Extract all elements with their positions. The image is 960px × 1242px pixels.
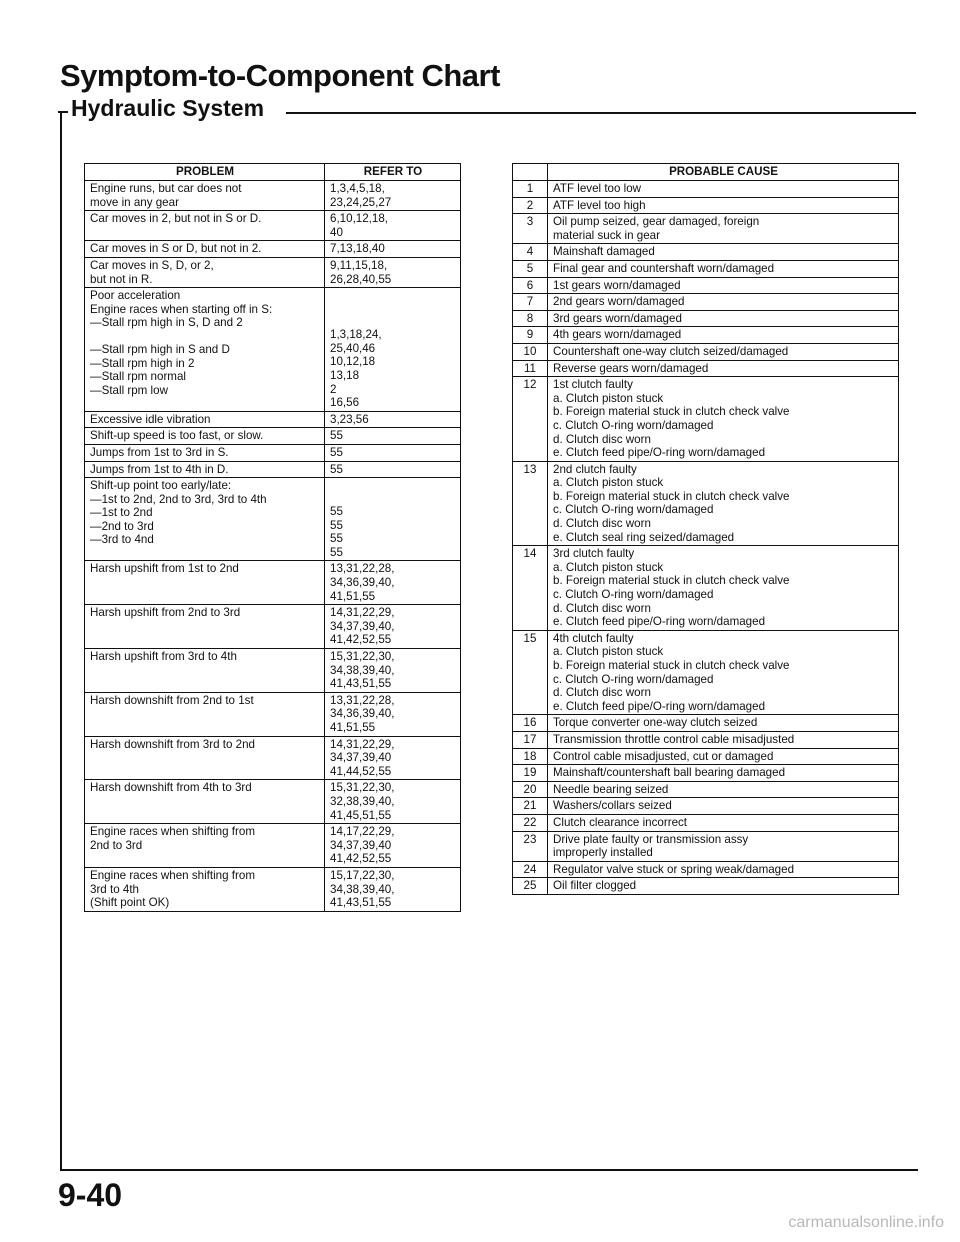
cause-row [513,197,899,214]
cause-cell [548,831,899,861]
left-frame-rule [60,112,62,1171]
cause-text: 4th gears worn/damaged [553,328,682,342]
cause-row [513,343,899,360]
problem-text: —1st to 2nd, 2nd to 3rd, 3rd to 4th [90,492,267,506]
cause-row [513,831,899,861]
cause-row [513,327,899,344]
cause-number: 14 [513,546,548,631]
problem-text: —Stall rpm high in S and D [90,342,230,356]
refer-to-text: 13,31,22,28, [330,693,395,707]
cause-number: 5 [513,260,548,277]
problem-cell [85,444,325,461]
cause-number: 25 [513,878,548,895]
cause-text: Oil pump seized, gear damaged, foreign [553,215,760,229]
problem-table-header [85,164,461,181]
problem-cell [85,824,325,868]
refer-to-text: 2 [330,382,337,396]
problem-text: Poor acceleration [90,289,181,303]
cause-row [513,260,899,277]
problem-text: Jumps from 1st to 4th in D. [90,462,229,476]
problem-text: 2nd to 3rd [90,838,143,852]
problem-text: but not in R. [90,272,153,286]
problem-text: Harsh upshift from 2nd to 3rd [90,606,241,620]
refer-to-text: 34,38,39,40, [330,663,395,677]
cause-cell [548,277,899,294]
cause-number: 6 [513,277,548,294]
refer-to-cell [325,824,461,868]
refer-to-cell [325,867,461,911]
cause-number: 9 [513,327,548,344]
cause-text: b. Foreign material stuck in clutch check valve [553,405,790,419]
cause-cell [548,214,899,244]
refer-to-text: 9,11,15,18, [330,258,388,272]
cause-number: 21 [513,798,548,815]
cause-text: 2nd gears worn/damaged [553,295,685,309]
cause-number: 24 [513,861,548,878]
cause-row [513,546,899,631]
problem-text: —1st to 2nd [90,506,153,520]
refer-to-text [330,479,456,492]
cause-cell [548,878,899,895]
cause-row [513,731,899,748]
cause-cell [548,461,899,546]
cause-number: 3 [513,214,548,244]
problem-cell [85,561,325,605]
cause-text: e. Clutch seal ring seized/damaged [553,530,735,544]
cause-number: 12 [513,377,548,462]
refer-to-text: 55 [330,532,343,546]
problem-header: PROBLEM [85,164,325,181]
cause-row [513,715,899,732]
footer-watermark: carmanualsonline.info [788,1214,944,1231]
problem-text: —Stall rpm normal [90,370,186,384]
refer-to-text [330,315,456,328]
refer-to-text: 1,3,4,5,18, [330,182,385,195]
refer-to-text: 34,36,39,40, [330,576,395,590]
section-header [58,95,916,129]
cause-cell [548,781,899,798]
cause-text: d. Clutch disc worn [553,686,651,700]
cause-cell [548,310,899,327]
problem-row [85,478,461,561]
section-rule [286,112,916,114]
cause-row [513,798,899,815]
refer-to-text: 41,43,51,55 [330,896,392,910]
problem-row [85,736,461,780]
cause-text: ATF level too high [553,198,646,212]
cause-text: 3rd clutch faulty [553,547,635,561]
section-title: Hydraulic System [71,95,265,121]
refer-to-header: REFER TO [325,164,461,181]
problem-text: Car moves in S, D, or 2, [90,258,214,272]
cause-text: Washers/collars seized [553,799,672,813]
cause-cell [548,327,899,344]
cause-cell [548,343,899,360]
cause-number: 17 [513,731,548,748]
cause-cell [548,630,899,715]
problem-text: Excessive idle vibration [90,412,211,426]
problem-cell [85,605,325,649]
cause-text: Final gear and countershaft worn/damaged [553,261,775,275]
cause-text: Countershaft one-way clutch seized/damaged [553,344,789,358]
refer-to-text: 25,40,46 [330,341,376,355]
refer-to-text: 15,17,22,30, [330,868,395,882]
cause-row [513,377,899,462]
refer-to-cell [325,605,461,649]
cause-cell [548,715,899,732]
cause-number: 4 [513,244,548,261]
refer-to-cell [325,780,461,824]
cause-number: 15 [513,630,548,715]
cause-number: 7 [513,294,548,311]
cause-text: d. Clutch disc worn [553,432,651,446]
problem-cell [85,867,325,911]
problem-row [85,411,461,428]
problem-cell [85,478,325,561]
cause-cell [548,861,899,878]
cause-text: Oil filter clogged [553,879,637,893]
problem-cell [85,411,325,428]
problem-text: Engine runs, but car does not [90,182,242,195]
refer-to-text: 55 [330,445,343,459]
refer-to-text: 6,10,12,18, [330,212,389,226]
cause-text: a. Clutch piston stuck [553,391,664,405]
cause-cell [548,377,899,462]
cause-row [513,748,899,765]
cause-row [513,461,899,546]
cause-text: c. Clutch O-ring worn/damaged [553,588,714,602]
problem-cell [85,780,325,824]
problem-row [85,824,461,868]
problem-cell [85,649,325,693]
cause-number: 22 [513,814,548,831]
refer-to-text: 34,38,39,40, [330,882,395,896]
problem-text: Car moves in 2, but not in S or D. [90,212,262,226]
refer-to-text: 55 [330,545,343,559]
problem-cell [85,428,325,445]
problem-text: Harsh downshift from 4th to 3rd [90,781,252,795]
cause-text: Drive plate faulty or transmission assy [553,832,749,846]
cause-text: Regulator valve stuck or spring weak/damaged [553,862,795,876]
cause-text: material suck in gear [553,228,660,242]
problem-cell [85,692,325,736]
cause-cell [548,360,899,377]
cause-text: Torque converter one-way clutch seized [553,716,758,730]
page-number: 9-40 [58,1177,123,1213]
cause-cell [548,260,899,277]
cause-cell [548,197,899,214]
cause-text: Needle bearing seized [553,782,669,796]
problem-row [85,444,461,461]
problem-cell [85,736,325,780]
cause-row [513,765,899,782]
cause-row [513,310,899,327]
cause-number: 11 [513,360,548,377]
cause-cell [548,546,899,631]
cause-cell [548,748,899,765]
cause-cell [548,814,899,831]
refer-to-text: 3,23,56 [330,412,369,426]
problem-cell [85,461,325,478]
cause-text: Transmission throttle control cable misadjusted [553,732,795,746]
probable-cause-header: PROBABLE CAUSE [548,164,899,181]
cause-text: Reverse gears worn/damaged [553,361,709,375]
cause-row [513,630,899,715]
refer-to-cell [325,444,461,461]
refer-to-text [330,302,456,315]
problem-row [85,428,461,445]
refer-to-text: 26,28,40,55 [330,272,392,286]
problem-row [85,605,461,649]
cause-text: b. Foreign material stuck in clutch check valve [553,574,790,588]
problem-text: —Stall rpm high in S, D and 2 [90,316,243,330]
problem-text: 3rd to 4th [90,882,139,896]
problem-text: Harsh upshift from 3rd to 4th [90,650,237,664]
refer-to-text: 55 [330,518,343,532]
cause-text: e. Clutch feed pipe/O-ring worn/damaged [553,446,766,460]
problem-text: Harsh downshift from 3rd to 2nd [90,737,255,751]
cause-row [513,360,899,377]
problem-text: —2nd to 3rd [90,519,154,533]
refer-to-text: 41,51,55 [330,589,376,603]
refer-to-text: 16,56 [330,396,360,410]
cause-text: 4th clutch faulty [553,631,634,645]
refer-to-text: 14,17,22,29, [330,825,395,839]
refer-to-text: 41,43,51,55 [330,677,392,691]
cause-row [513,294,899,311]
cause-text: e. Clutch feed pipe/O-ring worn/damaged [553,699,766,713]
problem-text: —Stall rpm low [90,383,168,397]
cause-number: 19 [513,765,548,782]
cause-number: 13 [513,461,548,546]
refer-to-text: 41,45,51,55 [330,808,392,822]
problem-row [85,241,461,258]
cause-table [512,163,899,895]
problem-cell [85,181,325,211]
cause-text: c. Clutch O-ring worn/damaged [553,503,714,517]
problem-text: move in any gear [90,195,179,209]
problem-text: Engine races when starting off in S: [90,302,273,316]
cause-cell [548,294,899,311]
refer-to-text: 34,37,39,40 [330,838,392,852]
refer-to-cell [325,257,461,287]
cause-text: Clutch clearance incorrect [553,815,688,829]
cause-row [513,181,899,198]
cause-text: b. Foreign material stuck in clutch check valve [553,659,790,672]
cause-text: e. Clutch feed pipe/O-ring worn/damaged [553,615,766,629]
cause-text: 1st clutch faulty [553,378,633,392]
problem-row [85,288,461,412]
cause-row [513,214,899,244]
problem-text: (Shift point OK) [90,896,170,910]
cause-text: d. Clutch disc worn [553,517,651,531]
refer-to-text: 13,18 [330,368,360,382]
cause-table-header [513,164,899,181]
refer-to-cell [325,692,461,736]
refer-to-cell [325,211,461,241]
cause-text: a. Clutch piston stuck [553,645,664,659]
refer-to-text: 7,13,18,40 [330,242,385,256]
refer-to-text [330,289,456,302]
refer-to-cell [325,181,461,211]
refer-to-text: 32,38,39,40, [330,794,395,808]
cause-row [513,814,899,831]
problem-text: Shift-up speed is too fast, or slow. [90,429,264,443]
problem-row [85,461,461,478]
problem-table [84,163,461,912]
cause-cell [548,181,899,198]
refer-to-text: 14,31,22,29, [330,737,395,751]
cause-row [513,861,899,878]
refer-to-text: 10,12,18 [330,355,376,369]
problem-text: Shift-up point too early/late: [90,479,232,493]
problem-text: Harsh upshift from 1st to 2nd [90,562,239,576]
refer-to-cell [325,288,461,412]
cause-number: 20 [513,781,548,798]
problem-row [85,211,461,241]
cause-text: Mainshaft damaged [553,245,655,259]
cause-cell [548,798,899,815]
cause-cell [548,731,899,748]
cause-row [513,277,899,294]
refer-to-cell [325,649,461,693]
cause-text: 1st gears worn/damaged [553,278,681,292]
refer-to-text: 1,3,18,24, [330,328,382,342]
refer-to-text: 34,37,39,40, [330,619,395,633]
problem-text: Harsh downshift from 2nd to 1st [90,693,254,707]
problem-row [85,257,461,287]
refer-to-text: 15,31,22,30, [330,650,395,664]
cause-text: Control cable misadjusted, cut or damaged [553,749,774,763]
refer-to-text: 55 [330,462,343,476]
cause-row [513,781,899,798]
cause-text: a. Clutch piston stuck [553,476,664,490]
refer-to-text: 41,42,52,55 [330,852,392,866]
cause-text: 2nd clutch faulty [553,462,637,476]
cause-text: improperly installed [553,846,653,860]
refer-to-text: 41,44,52,55 [330,764,392,778]
problem-text: —3rd to 4nd [90,533,154,547]
cause-number: 1 [513,181,548,198]
refer-to-cell [325,411,461,428]
refer-to-text: 23,24,25,27 [330,195,392,209]
problem-row [85,649,461,693]
refer-to-text: 15,31,22,30, [330,781,395,795]
problem-text [90,330,320,343]
cause-cell [548,765,899,782]
problem-text: Engine races when shifting from [90,868,255,882]
problem-cell [85,241,325,258]
cause-text: d. Clutch disc worn [553,601,651,615]
refer-to-text: 55 [330,505,343,519]
bottom-rule [60,1169,918,1171]
cause-text: 3rd gears worn/damaged [553,311,682,325]
page-title: Symptom-to-Component Chart [60,58,500,93]
problem-row [85,181,461,211]
refer-to-text: 55 [330,429,343,443]
refer-to-text: 14,31,22,29, [330,606,395,620]
problem-text: —Stall rpm high in 2 [90,356,195,370]
problem-cell [85,288,325,412]
cause-number: 23 [513,831,548,861]
refer-to-cell [325,478,461,561]
problem-row [85,867,461,911]
cause-text: ATF level too low [553,182,642,195]
refer-to-text: 34,36,39,40, [330,707,395,721]
cause-number: 2 [513,197,548,214]
cause-row [513,878,899,895]
cause-number: 18 [513,748,548,765]
cause-text: a. Clutch piston stuck [553,560,664,574]
refer-to-text [330,492,456,505]
cause-row [513,244,899,261]
problem-row [85,561,461,605]
refer-to-text: 40 [330,225,343,239]
cause-cell [548,244,899,261]
refer-to-cell [325,428,461,445]
refer-to-text: 13,31,22,28, [330,562,395,576]
problem-row [85,780,461,824]
cause-text: b. Foreign material stuck in clutch check valve [553,489,790,503]
problem-text: Engine races when shifting from [90,825,255,839]
problem-text: Jumps from 1st to 3rd in S. [90,445,229,459]
refer-to-cell [325,461,461,478]
problem-row [85,692,461,736]
cause-text: c. Clutch O-ring worn/damaged [553,418,714,432]
refer-to-text: 34,37,39,40 [330,751,392,765]
cause-number-header [513,164,548,181]
cause-text: c. Clutch O-ring worn/damaged [553,672,714,686]
refer-to-cell [325,736,461,780]
refer-to-text: 41,51,55 [330,721,376,734]
problem-text: Car moves in S or D, but not in 2. [90,242,262,256]
refer-to-text: 41,42,52,55 [330,633,392,647]
refer-to-cell [325,241,461,258]
cause-number: 8 [513,310,548,327]
cause-number: 10 [513,343,548,360]
refer-to-cell [325,561,461,605]
cause-number: 16 [513,715,548,732]
problem-cell [85,211,325,241]
cause-text: Mainshaft/countershaft ball bearing damaged [553,766,786,780]
problem-cell [85,257,325,287]
